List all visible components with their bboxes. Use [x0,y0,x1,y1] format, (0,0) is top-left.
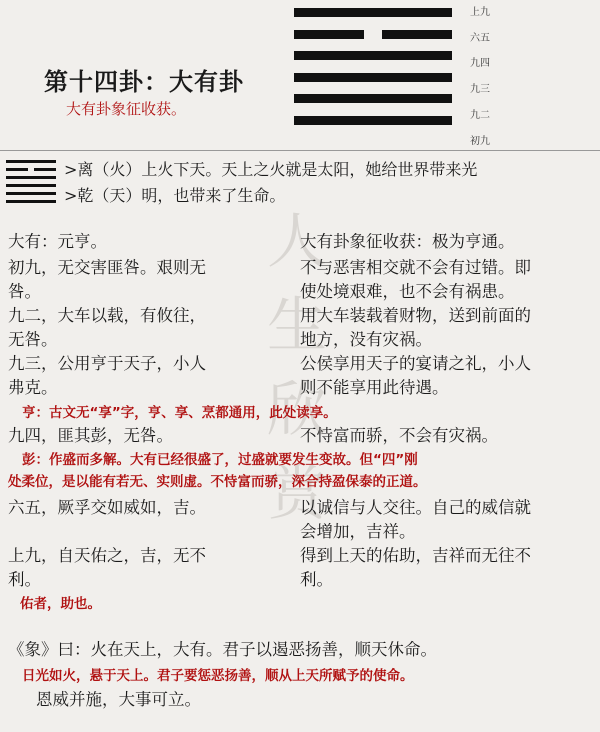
text-line: 大有卦象征收获：极为亨通。 [300,232,515,251]
text-line: 咎。 [8,282,41,301]
page-subtitle: 大有卦象征收获。 [66,100,187,118]
text-line: 不恃富而骄，不会有灾祸。 [300,426,498,445]
yang-line [294,116,454,125]
text-line: 以诚信与人交往。自己的威信就 [300,498,531,517]
yang-line [294,94,454,103]
text-line: 弗克。 [8,378,58,397]
line-label: 九三 [470,84,490,95]
line-label: 初九 [470,136,490,147]
text-line: 大有：元亨。 [8,232,107,251]
text-line: 使处境艰难，也不会有祸患。 [300,282,515,301]
header [0,0,600,150]
text-line: 用大车装载着财物，送到前面的 [300,306,531,325]
yang-line [294,51,454,60]
line-label: 九四 [470,58,490,69]
text-line: 会增加，吉祥。 [300,522,416,541]
text-line: 恩威并施，大事可立。 [36,690,201,709]
yang-line [294,8,454,17]
hexagram-diagram [294,8,454,138]
text-line: 九二，大车以载，有攸往， [8,306,206,325]
text-line: 九四，匪其彭，无咎。 [8,426,173,445]
text-line: 则不能享用此待遇。 [300,378,449,397]
annotation-note: 佑者，助也。 [20,596,101,612]
text-line: 地方，没有灾祸。 [300,330,432,349]
text-line: 六五，厥孚交如威如，吉。 [8,498,206,517]
line-label: 上九 [470,7,490,18]
xiang-text: 《象》曰：火在天上，大有。君子以遏恶扬善，顺天休命。 [8,640,437,659]
annotation-note: 日光如火，悬于天上。君子要惩恶扬善，顺从上天所赋予的使命。 [22,668,414,684]
watermark: 人 生 欣 赏 [267,207,327,529]
line-label: 九二 [470,110,490,121]
divider [0,150,600,151]
annotation-note: 亨：古文无“享”字，亨、享、烹都通用，此处读享。 [22,405,337,421]
annotation-note: 彭：作盛而多解。大有已经很盛了，过盛就要发生变故。但“四”刚 [22,452,418,468]
trigram-upper: >离（火）上火下天。天上之火就是太阳，她给世界带来光 [64,160,478,179]
mini-hexagram-icon [6,160,56,208]
trigram-lower: >乾（天）明，也带来了生命。 [64,186,286,205]
annotation-note: 处柔位，是以能有若无、实则虚。不恃富而骄，深合持盈保泰的正道。 [8,474,427,490]
text-line: 无咎。 [8,330,58,349]
text-line: 利。 [300,570,333,589]
text-line: 利。 [8,570,41,589]
text-line: 公侯享用天子的宴请之礼，小人 [300,354,531,373]
text-line: 初九，无交害匪咎。艰则无 [8,258,206,277]
text-line: 上九，自天佑之，吉，无不 [8,546,206,565]
yang-line [294,73,454,82]
yin-line [294,30,454,39]
text-line: 得到上天的佑助，吉祥而无往不 [300,546,531,565]
line-label: 六五 [470,33,490,44]
page-title: 第十四卦：大有卦 [44,68,244,96]
text-line: 不与恶害相交就不会有过错。即 [300,258,531,277]
text-line: 九三，公用亨于天子，小人 [8,354,206,373]
